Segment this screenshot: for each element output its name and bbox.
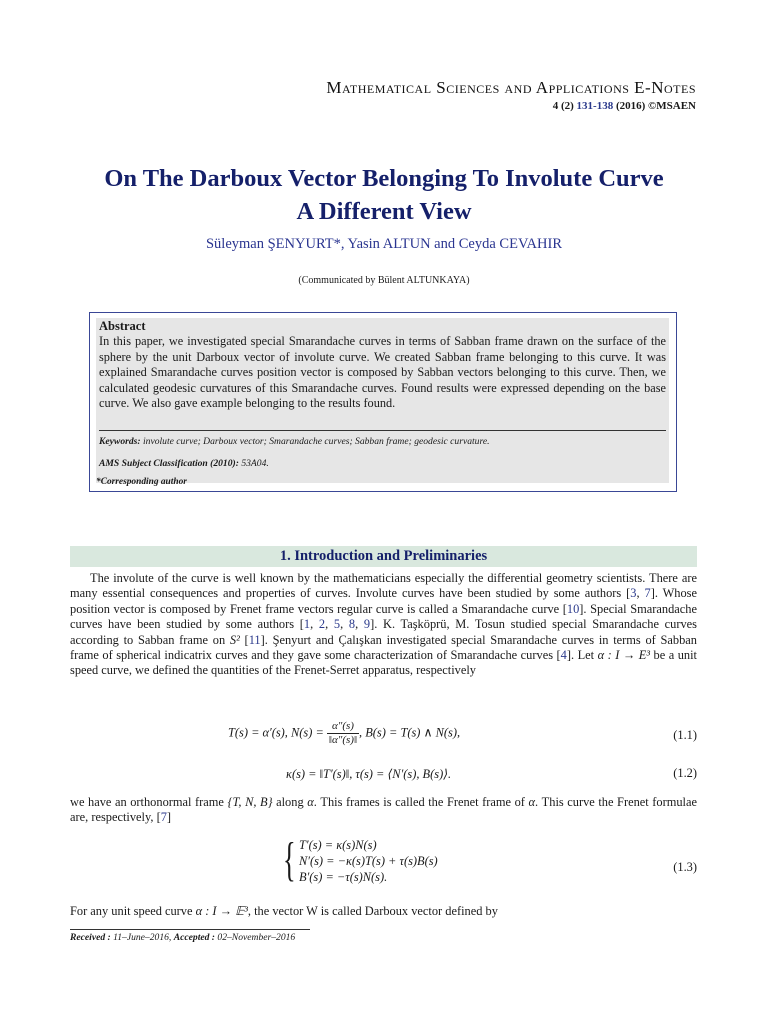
title-line-1: On The Darboux Vector Belonging To Involute Curve xyxy=(104,165,664,192)
corresponding-author-note: *Corresponding author xyxy=(96,477,187,487)
footer-divider xyxy=(70,929,310,930)
text-run: ]. Şenyurt and Çalışkan investigated special Smarandache curves in terms of Sabban frame of spherical indicatrix curves and they gave some characterization of Smarandache curves [ xyxy=(70,632,697,663)
citation-link[interactable]: 7 xyxy=(644,586,651,601)
journal-header xyxy=(326,78,696,112)
text-run: . This frames is called the Frenet frame of xyxy=(313,795,529,809)
text-run: . This curve the Frenet formulae are, respectively, [ xyxy=(70,795,697,825)
equation-number: (1.2) xyxy=(673,766,697,780)
equation-1-2 xyxy=(70,766,697,784)
ams-label: AMS Subject Classification (2010): xyxy=(99,458,239,469)
citation-link[interactable]: 8 xyxy=(348,617,356,632)
keywords-label: Keywords: xyxy=(99,436,141,447)
math-frame: {T, N, B} xyxy=(227,795,273,809)
abstract-panel xyxy=(96,318,669,483)
equation-1-3-number-row xyxy=(70,860,697,878)
eq1-lhs: T(s) = α′(s), N(s) = xyxy=(228,725,327,740)
text-run: , xyxy=(325,617,334,632)
text-run: , xyxy=(355,617,364,632)
citation-link[interactable]: 9 xyxy=(363,617,371,632)
equation-number: (1.1) xyxy=(673,728,697,742)
accepted-label: Accepted : xyxy=(173,932,216,943)
communicated-by: (Communicated by Bülent ALTUNKAYA) xyxy=(298,275,470,286)
citation-link[interactable]: 10 xyxy=(566,601,580,616)
eq3-line-3: B′(s) = −τ(s)N(s). xyxy=(299,870,388,884)
text-run: ]. Whose position vector is composed by Frenet frame vectors regular curve is called a Smarandache curve [ xyxy=(70,586,697,616)
ams-classification xyxy=(99,458,666,469)
keywords xyxy=(99,436,666,447)
equation-1-1-body xyxy=(228,720,460,747)
citation-link[interactable]: 4 xyxy=(560,648,567,663)
text-run: ] xyxy=(166,810,172,825)
citation-link[interactable]: 2 xyxy=(318,617,326,632)
math-alpha: α xyxy=(528,795,536,809)
text-run: , xyxy=(310,617,319,632)
eq1-denominator: ‖α″(s)‖ xyxy=(328,734,358,746)
text-run: , xyxy=(340,617,349,632)
citation-link[interactable]: 5 xyxy=(333,617,341,632)
received-label: Received : xyxy=(70,932,111,943)
received-accepted-dates xyxy=(70,932,295,943)
section-heading-band xyxy=(70,546,697,567)
citation-link[interactable]: 11 xyxy=(248,632,261,647)
ams-code: 53A04. xyxy=(241,458,269,469)
eq1-fraction xyxy=(327,720,359,747)
text-run: , xyxy=(636,586,645,601)
equation-1-1 xyxy=(70,720,697,752)
text-run: along xyxy=(272,795,308,809)
equation-number: (1.3) xyxy=(673,860,697,874)
frenet-paragraph xyxy=(70,795,697,826)
section-title: 1. Introduction and Preliminaries xyxy=(279,548,488,564)
text-run: ]. Special Smarandache curves have been studied by some authors [ xyxy=(70,601,697,632)
title-line-2: A Different View xyxy=(296,198,472,225)
eq3-line-2: N′(s) = −κ(s)T(s) + τ(s)B(s) xyxy=(299,854,438,868)
copyright: ©MSAEN xyxy=(648,100,696,112)
equation-1-2-body: κ(s) = ‖T′(s)‖, τ(s) = ⟨N′(s), B(s)⟩. xyxy=(286,767,452,781)
text-run: [ xyxy=(239,632,249,647)
abstract-heading: Abstract xyxy=(99,319,146,333)
math-alpha-def: α : I → 𝔼³ xyxy=(195,904,248,918)
intro-paragraph xyxy=(70,571,697,679)
abstract-text: In this paper, we investigated special Smarandache curves in terms of Sabban frame drawn on the surface of the sphere by the unit Darboux vector of involute curve. We created Sabban frame belonging to this curve. It was explained Smarandache curves position vector is composed by Sabban vectors belonging to this curve. Then, we calculated geodesic curvatures of this Smarandache curves. Found results were expressed depending on the base curve. We also gave example belonging to the results found. xyxy=(99,334,666,411)
math-s2: S² xyxy=(229,632,240,647)
journal-name: Mathematical Sciences and Applications E-Notes xyxy=(326,78,696,97)
keywords-text: involute curve; Darboux vector; Smarandache curves; Sabban frame; geodesic curvature. xyxy=(142,436,490,447)
text-run: be a unit speed curve, we defined the quantities of the Frenet-Serret apparatus, respectively xyxy=(70,648,698,678)
paper-title xyxy=(0,162,768,228)
citation-link[interactable]: 1 xyxy=(303,617,311,632)
accepted-date: 02–November–2016 xyxy=(215,932,296,943)
text-run: The involute of the curve is well known by the mathematicians especially the differential geometry scientists. There are many essential consequences and properties of curves. Involute curves have been studied by some authors [ xyxy=(70,571,697,601)
text-run: ]. Let xyxy=(566,648,598,663)
volume-issue: 4 (2) xyxy=(552,100,574,112)
page-range-link[interactable]: 131-138 xyxy=(576,100,614,112)
received-date: 11–June–2016, xyxy=(110,932,174,943)
authors: Süleyman ŞENYURT*, Yasin ALTUN and Ceyda CEVAHIR xyxy=(205,236,562,252)
text-run: For any unit speed curve xyxy=(70,904,196,918)
citation-link[interactable]: 3 xyxy=(630,586,637,601)
eq3-line-1: T′(s) = κ(s)N(s) xyxy=(299,838,377,852)
eq1-numerator: α″(s) xyxy=(327,720,359,734)
left-brace: { xyxy=(283,833,296,886)
text-run: ]. K. Taşköprü, M. Tosun studied special Smarandache curves according to Sabban frame on xyxy=(70,617,697,647)
math-alpha-def: α : I → E³ xyxy=(597,648,651,663)
darboux-paragraph xyxy=(70,904,697,919)
journal-reference xyxy=(326,100,696,112)
abstract-box xyxy=(89,312,677,492)
eq1-rhs: , B(s) = T(s) ∧ N(s), xyxy=(359,725,461,740)
citation-link[interactable]: 7 xyxy=(160,810,167,825)
abstract-divider xyxy=(99,430,666,431)
year: (2016) xyxy=(615,100,646,112)
text-run: we have an orthonormal frame xyxy=(70,795,228,809)
math-alpha: α xyxy=(307,795,314,809)
text-run: , the vector W is called Darboux vector defined by xyxy=(247,904,498,918)
